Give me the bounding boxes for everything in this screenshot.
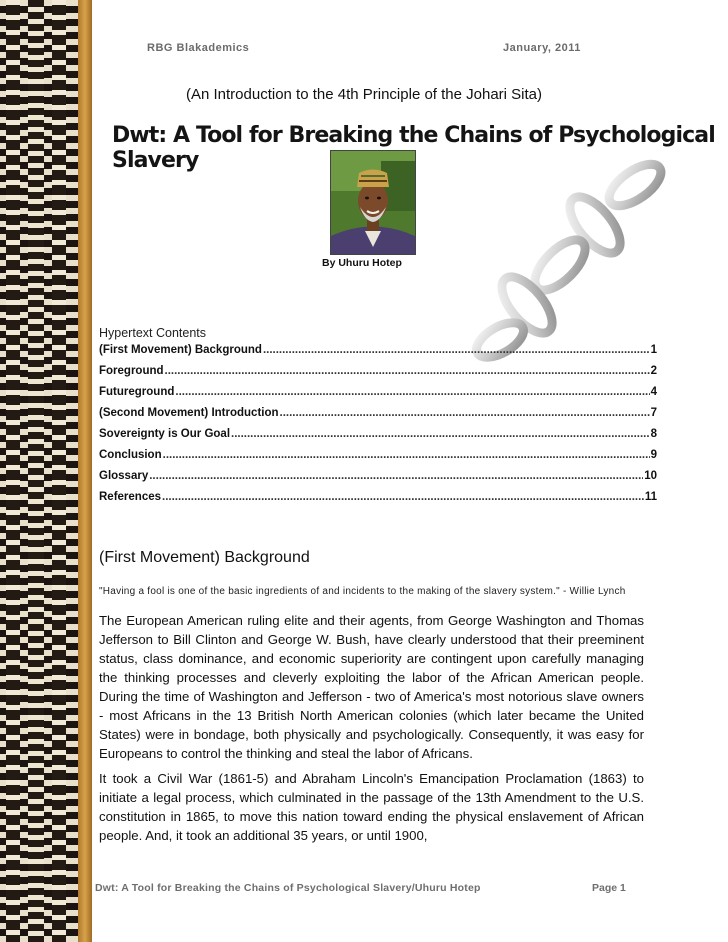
toc-item-foreground[interactable]: Foreground ..... 2 <box>99 365 657 386</box>
author-photo <box>330 150 416 255</box>
toc-item-conclusion[interactable]: Conclusion ..... 9 <box>99 449 657 470</box>
section-heading: (First Movement) Background <box>99 549 310 566</box>
gold-margin-band <box>78 0 92 942</box>
document-title: Dwt: A Tool for Breaking the Chains of Psychological Slavery <box>112 123 715 173</box>
toc-heading: Hypertext Contents <box>99 326 206 340</box>
page-number: Page 1 <box>592 882 626 894</box>
table-of-contents <box>99 344 657 512</box>
toc-item-background[interactable]: (First Movement) Background ..... 1 <box>99 344 657 365</box>
chain-image <box>465 145 675 365</box>
body-paragraph-1: The European American ruling elite and their agents, from George Washington and Thomas Jefferson to Bill Clinton and George W. Bush, have clearly understood that their preeminent status, class dominance, and economic superiority are contingent upon carefully managing the thinking processes and cleverly exploiting the labor of the African American people. During the time of Washington and Jefferson - two of America's most notorious slave owners - most Africans in the 13 British North American colonies (which later became the United States) were in bondage, both physically and psychologically. Consequently, it was easy for Europeans to control the thinking and steal the labor of Africans. <box>99 613 644 761</box>
toc-item-introduction[interactable]: (Second Movement) Introduction ..... 7 <box>99 407 657 428</box>
toc-item-references[interactable]: References ..... 11 <box>99 491 657 512</box>
header-left: RBG Blakademics <box>147 42 250 54</box>
epigraph-quote: "Having a fool is one of the basic ingredients of and incidents to the making of the slavery system." - Willie Lynch <box>99 586 626 597</box>
header-date: January, 2011 <box>503 42 581 54</box>
toc-item-futureground[interactable]: Futureground ..... 4 <box>99 386 657 407</box>
body-paragraph-2: It took a Civil War (1861-5) and Abraham Lincoln's Emancipation Proclamation (1863) to initiate a legal process, which culminated in the passage of the 13th Amendment to the U.S. constitution in 1865, to move this nation toward ending the physical enslavement of African people. And, it took an additional 35 years, or until 1900, <box>99 771 644 843</box>
footer-title: Dwt: A Tool for Breaking the Chains of Psychological Slavery/Uhuru Hotep <box>95 882 481 894</box>
author-byline: By Uhuru Hotep <box>322 257 402 269</box>
subtitle: (An Introduction to the 4th Principle of the Johari Sita) <box>185 86 543 103</box>
toc-item-sovereignty[interactable]: Sovereignty is Our Goal ..... 8 <box>99 428 657 449</box>
toc-item-glossary[interactable]: Glossary ..... 10 <box>99 470 657 491</box>
